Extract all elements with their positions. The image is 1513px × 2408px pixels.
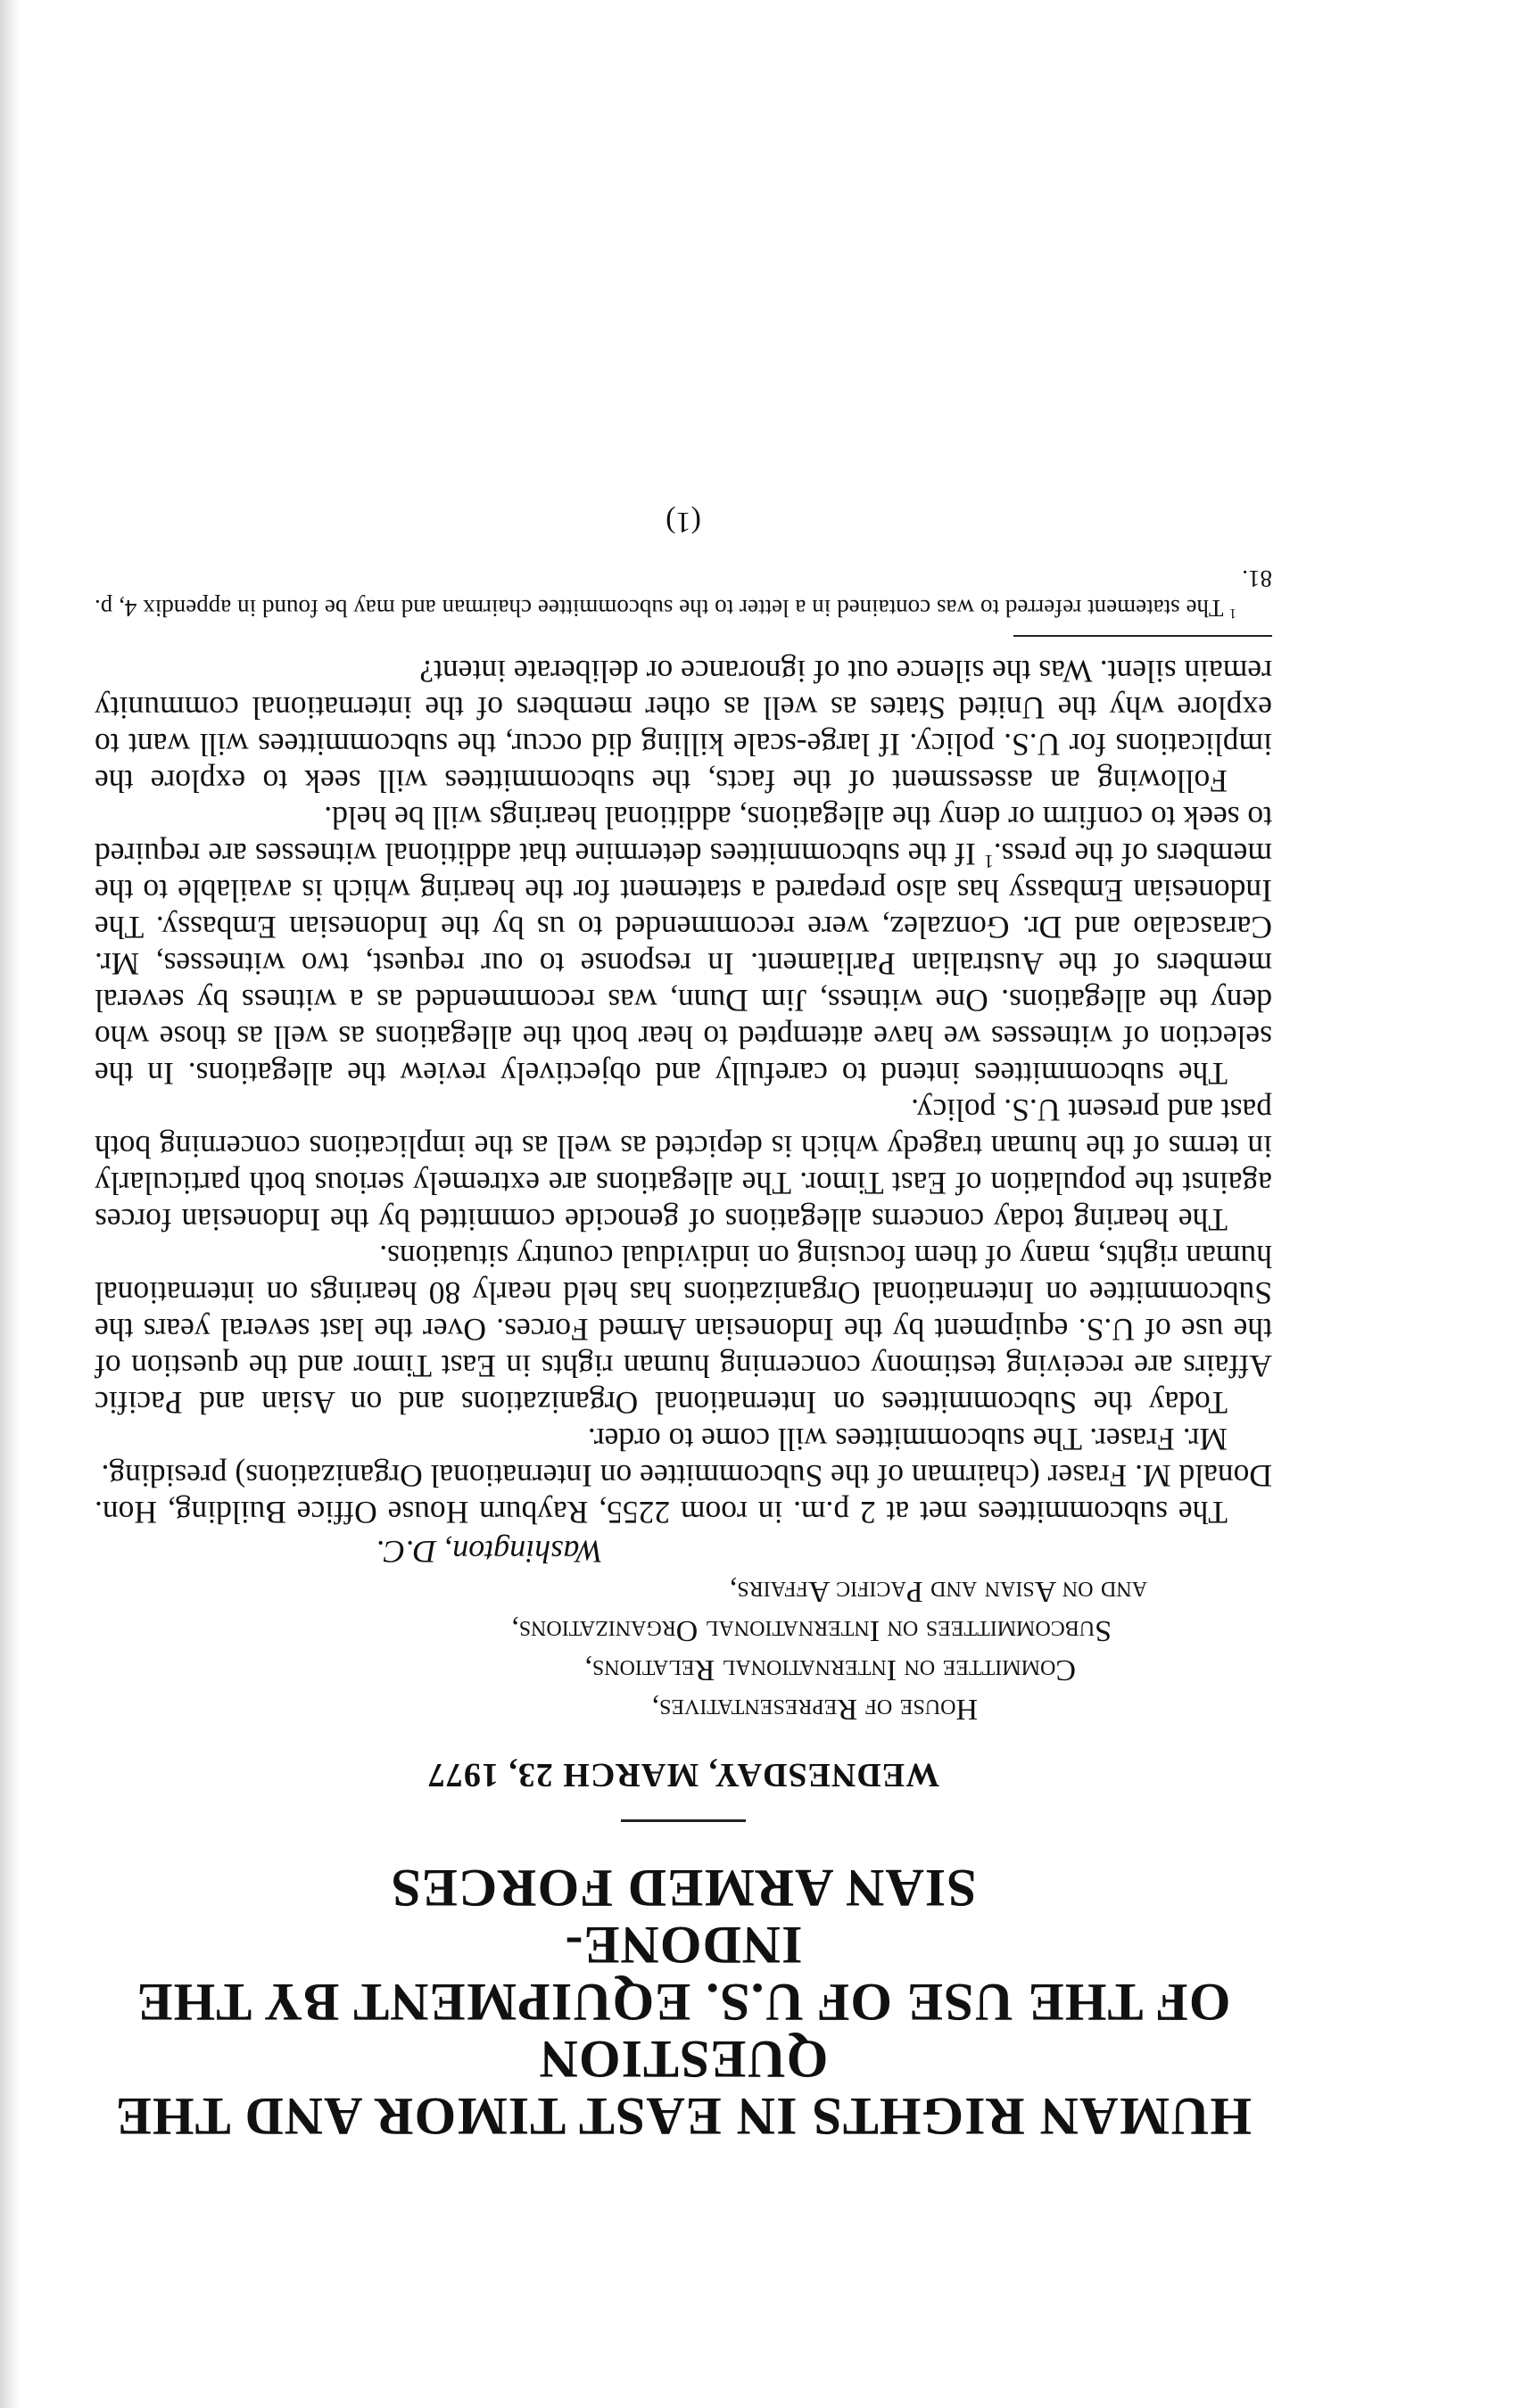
scan-edge-shadow (0, 0, 20, 2408)
paragraph-text: If the subcommittees determine that additional witnesses are required to seek to confirm or deny the allegations, additional hearings will be held. (95, 800, 1272, 872)
page-title (95, 1860, 1272, 2145)
address-place: Washington, D.C. (376, 1534, 603, 1570)
body-text (95, 653, 1272, 1530)
address-line: and on Asian and Pacific Affairs, (729, 1575, 1147, 1608)
paragraph: The hearing today concerns allegations of genocide committed by the Indonesian forces against the population of East Timor. The allegations are extremely serious both particularly in terms of the human tragedy which is depicted as well as the implications concerning both past and present U.S. policy. (95, 1093, 1272, 1238)
title-divider (621, 1819, 746, 1822)
page-number: (1) (666, 506, 701, 539)
paragraph: The subcommittees met at 2 p.m. in room 2255, Rayburn House Office Building, Hon. Donald M. Fraser (chairman of the Subcommittee on International Organizations) presiding. (95, 1458, 1272, 1530)
title-line: HUMAN RIGHTS IN EAST TIMOR AND THE QUESTION (114, 2030, 1253, 2146)
address-line: House of Representatives, (651, 1693, 978, 1726)
footnote-reference: 1 (984, 850, 994, 872)
title-line: OF THE USE OF U.S. EQUIPMENT BY THE INDONE- (136, 1916, 1231, 2032)
footnote-marker: 1 (1228, 606, 1236, 622)
paragraph: Today the Subcommittees on International Organizations and on Asian and Pacific Affairs are receiving testimony concerning human rights in East Timor and the question of the use of U.S. equipment by the Indonesian Armed Forces. Over the last several years the Subcommittee on International Organizations has held nearly 80 hearings on international human rights, many of them focusing on individual country situations. (95, 1239, 1272, 1421)
address-line: Committee on International Relations, (584, 1653, 1076, 1686)
address-block (95, 1532, 1272, 1728)
paragraph: Following an assessment of the facts, the subcommittees will seek to explore the implications for U.S. policy. If large-scale killing did occur, the subcommittees will want to explore why the United States as well as other members of the international community remain silent. Was the silence out of ignorance or deliberate intent? (95, 654, 1272, 799)
paragraph: Mr. Fraser. The subcommittees will come to order. (587, 1422, 1228, 1457)
address-line: Subcommittees on International Organizations, (511, 1614, 1112, 1647)
footnote (95, 564, 1272, 623)
text-column (95, 505, 1272, 2145)
hearing-date: WEDNESDAY, MARCH 23, 1977 (426, 1756, 940, 1794)
title-line: SIAN ARMED FORCES (390, 1859, 977, 1917)
paragraph (95, 799, 1272, 1092)
footnote-text: The statement referred to was contained in a letter to the subcommittee chairman and may be found in appendix 4, p. 81. (95, 565, 1272, 622)
paragraph-text: The subcommittees intend to carefully and objectively review the allegations. In the selection of witnesses we have attempted to hear both the allegations as well as those who deny the allegations. One witness, Jim Dunn, was recommended as a witness by several members of the Australian Parliament. In response to our request, two witnesses, Mr. Carascalao and Dr. Gonzalez, were recommended to us by the Indonesian Embassy. The Indonesian Embassy has also prepared a statement for the hearing which is available to the members of the press. (95, 837, 1272, 1092)
footnote-divider (1013, 635, 1272, 637)
